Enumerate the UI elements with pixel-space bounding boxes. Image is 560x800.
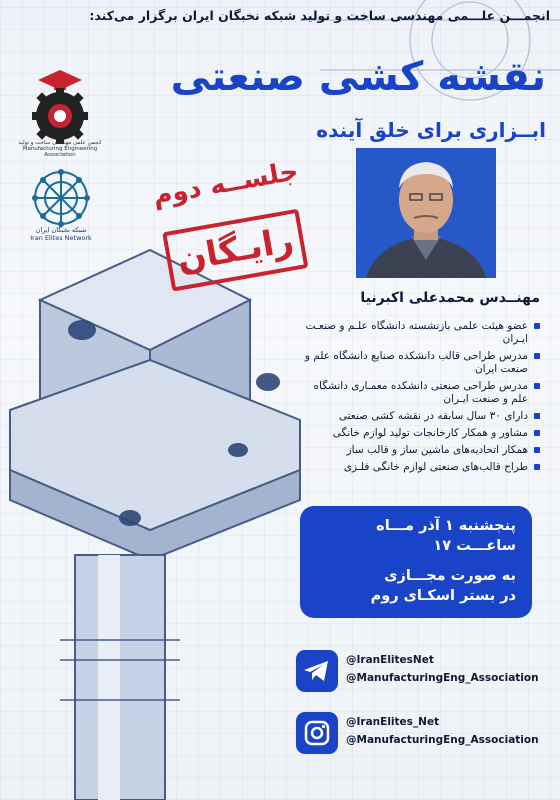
bullet-icon <box>534 464 540 470</box>
network-logo-text-en: Iran Elites Network <box>30 234 92 242</box>
event-date: پنجشنبه ۱ آذر مـــاه <box>376 518 516 534</box>
gear-graduation-cap-icon <box>24 64 96 148</box>
speaker-name: مهنــدس محمدعلی اکبرنیا <box>360 290 540 306</box>
network-logo-text <box>18 226 104 242</box>
list-item <box>300 461 540 474</box>
bio-text: طراح قالب‌های صنعتی لوازم خانگی فلـزی <box>343 461 528 473</box>
instagram-handle-2[interactable]: @ManufacturingEng_Association <box>346 734 539 746</box>
bio-text: همکار اتحادیه‌های ماشین ساز و قالب ساز <box>346 444 528 456</box>
session-label: جلســه دوم <box>150 156 301 212</box>
bio-text: مدرس طراحی صنعتی دانشکده معمـاری دانشگاه علم و صنعت ایـران <box>313 380 528 405</box>
event-details-box <box>300 506 532 618</box>
event-platform: در بستر اسکـای روم <box>370 588 516 604</box>
page-title: نقشه کشی صنعتی <box>170 54 546 100</box>
organizer-intro: انجمـــن علـــمی مهندسی ساخت و تولید شبکه نخبگان ایران برگزار می‌کند: <box>89 8 550 23</box>
page-subtitle: ابــزاری برای خلق آینده <box>316 118 546 142</box>
bullet-icon <box>534 323 540 329</box>
bullet-icon <box>534 413 540 419</box>
list-item <box>300 320 540 346</box>
speaker-bio-list <box>300 320 540 478</box>
instagram-handle-1[interactable]: @IranElites_Net <box>346 716 440 728</box>
free-stamp: رایـگان <box>162 209 308 292</box>
list-item <box>300 350 540 376</box>
instagram-glyph <box>296 712 338 754</box>
telegram-links <box>296 650 546 696</box>
bio-text: مدرس طراحی قالب دانشکده صنایع دانشگاه علم و صنعت ایران <box>304 350 528 375</box>
bio-text: مشاور و همکار کارخانجات تولید لوازم خانگی <box>332 427 528 439</box>
telegram-handle-1[interactable]: @IranElitesNet <box>346 654 434 666</box>
bio-text: دارای ۳۰ سال سابقه در نقشه کشی صنعتی <box>338 410 528 422</box>
list-item <box>300 380 540 406</box>
bullet-icon <box>534 383 540 389</box>
bullet-icon <box>534 447 540 453</box>
speaker-portrait-icon <box>356 148 496 278</box>
network-emblem-icon <box>26 166 96 230</box>
event-time: ساعـــت ۱۷ <box>433 538 516 554</box>
instagram-icon[interactable] <box>296 712 338 754</box>
list-item <box>300 444 540 457</box>
bullet-icon <box>534 353 540 359</box>
list-item <box>300 427 540 440</box>
association-logo-text: انجمن علمی مهندسی ساخت و تولید Manufacturing Engineering Association <box>18 140 102 158</box>
network-logo-text-fa: شبکه نخبگان ایران <box>35 226 87 234</box>
list-item <box>300 410 540 423</box>
speaker-photo <box>356 148 496 278</box>
bio-text: عضو هیئت علمی بازنشسته دانشگاه علـم و صنعـت ایـران <box>305 320 528 345</box>
telegram-glyph <box>296 650 338 692</box>
event-mode: به صورت مجـــازی <box>384 568 516 584</box>
instagram-links <box>296 712 546 758</box>
telegram-icon[interactable] <box>296 650 338 692</box>
bullet-icon <box>534 430 540 436</box>
telegram-handle-2[interactable]: @ManufacturingEng_Association <box>346 672 539 684</box>
